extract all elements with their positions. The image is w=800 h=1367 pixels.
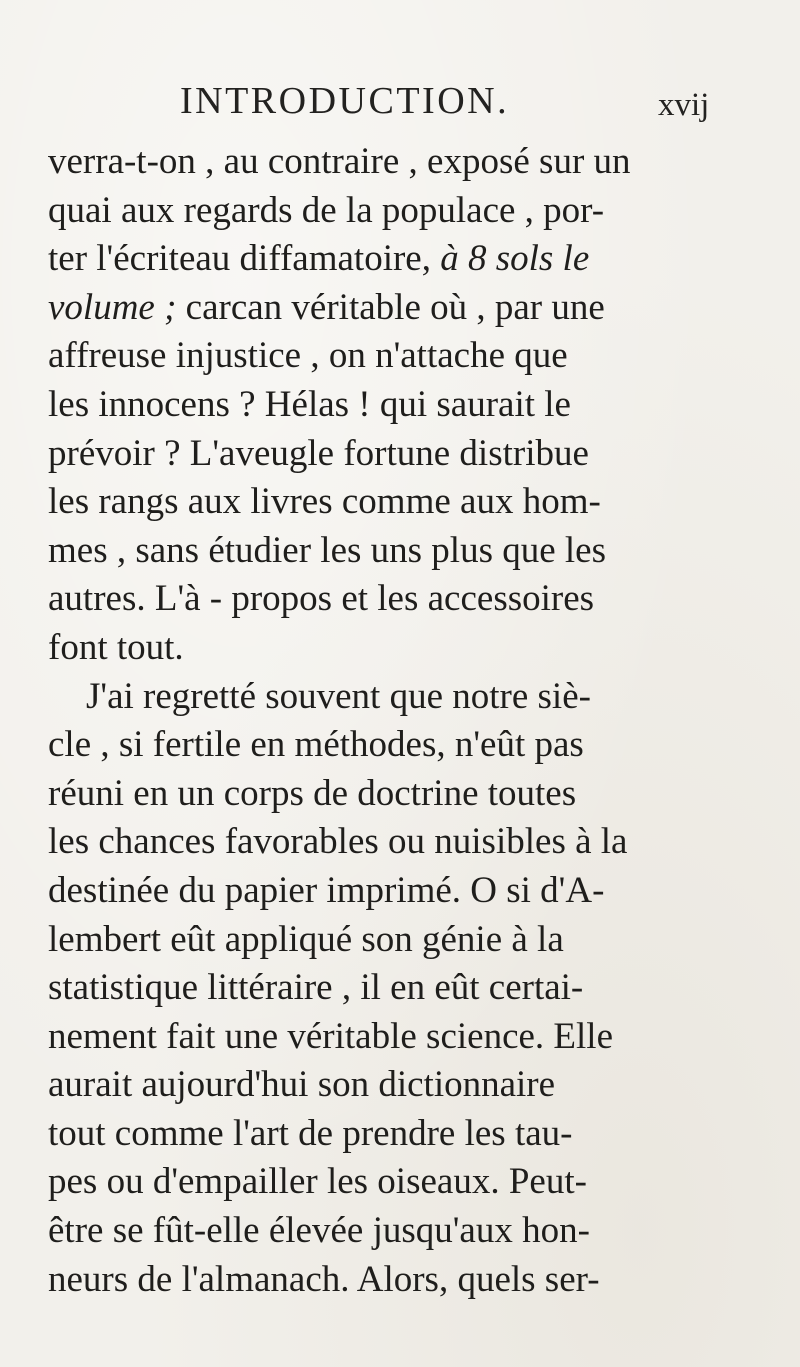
text-line bbox=[48, 478, 788, 527]
text-segment: statistique littéraire , il en eût certai- bbox=[48, 967, 584, 1009]
italic-text-segment: à 8 sols le bbox=[440, 238, 590, 280]
text-segment: autres. L'à - propos et les accessoires bbox=[48, 578, 595, 620]
text-line bbox=[48, 818, 788, 867]
text-line bbox=[48, 187, 788, 236]
text-line bbox=[48, 430, 788, 479]
text-segment: mes , sans étudier les uns plus que les bbox=[48, 529, 606, 571]
text-line bbox=[48, 1207, 788, 1256]
text-segment: être se fût-elle élevée jusqu'aux hon- bbox=[48, 1210, 590, 1252]
text-segment: nement fait une véritable science. Elle bbox=[48, 1015, 614, 1057]
text-segment: J'ai regretté souvent que notre siè- bbox=[86, 675, 591, 717]
text-line bbox=[48, 1110, 788, 1159]
text-line bbox=[48, 138, 788, 187]
text-segment: les chances favorables ou nuisibles à la bbox=[48, 821, 628, 863]
text-line bbox=[48, 1061, 788, 1110]
text-line bbox=[48, 284, 788, 333]
text-segment: tout comme l'art de prendre les tau- bbox=[48, 1112, 573, 1154]
text-line bbox=[48, 332, 788, 381]
text-line bbox=[48, 770, 788, 819]
text-segment: verra-t-on , au contraire , exposé sur un bbox=[48, 141, 631, 182]
text-segment: les rangs aux livres comme aux hom- bbox=[48, 481, 601, 523]
text-line bbox=[48, 1256, 788, 1305]
text-segment: quai aux regards de la populace , por- bbox=[48, 189, 605, 231]
text-line bbox=[48, 575, 788, 624]
text-line bbox=[48, 235, 788, 284]
text-line bbox=[48, 527, 788, 576]
body-text bbox=[48, 138, 788, 1304]
text-line bbox=[48, 867, 788, 916]
italic-text-segment: volume ; bbox=[48, 286, 177, 328]
text-line bbox=[48, 624, 788, 673]
text-segment: destinée du papier imprimé. O si d'A- bbox=[48, 869, 605, 911]
text-segment: aurait aujourd'hui son dictionnaire bbox=[48, 1064, 556, 1106]
text-segment: cle , si fertile en méthodes, n'eût pas bbox=[48, 724, 584, 766]
text-segment: affreuse injustice , on n'attache que bbox=[48, 335, 568, 377]
text-line bbox=[48, 916, 788, 965]
text-segment: les innocens ? Hélas ! qui saurait le bbox=[48, 383, 571, 425]
running-title: INTRODUCTION. bbox=[180, 80, 510, 122]
running-head bbox=[0, 78, 800, 128]
text-segment: prévoir ? L'aveugle fortune distribue bbox=[48, 432, 589, 474]
page-number: xvij bbox=[658, 87, 710, 123]
text-segment: réuni en un corps de doctrine toutes bbox=[48, 772, 577, 814]
text-segment: font tout. bbox=[48, 626, 184, 668]
text-line bbox=[48, 964, 788, 1013]
text-line bbox=[48, 1158, 788, 1207]
text-line bbox=[48, 381, 788, 430]
text-segment: pes ou d'empailler les oiseaux. Peut- bbox=[48, 1161, 587, 1203]
text-line bbox=[48, 1013, 788, 1062]
text-segment: neurs de l'almanach. Alors, quels ser- bbox=[48, 1258, 600, 1300]
text-line bbox=[48, 721, 788, 770]
text-segment: lembert eût appliqué son génie à la bbox=[48, 918, 564, 960]
text-segment: carcan véritable où , par une bbox=[176, 286, 605, 328]
text-line bbox=[48, 673, 788, 722]
text-segment: ter l'écriteau diffamatoire, bbox=[48, 238, 441, 280]
